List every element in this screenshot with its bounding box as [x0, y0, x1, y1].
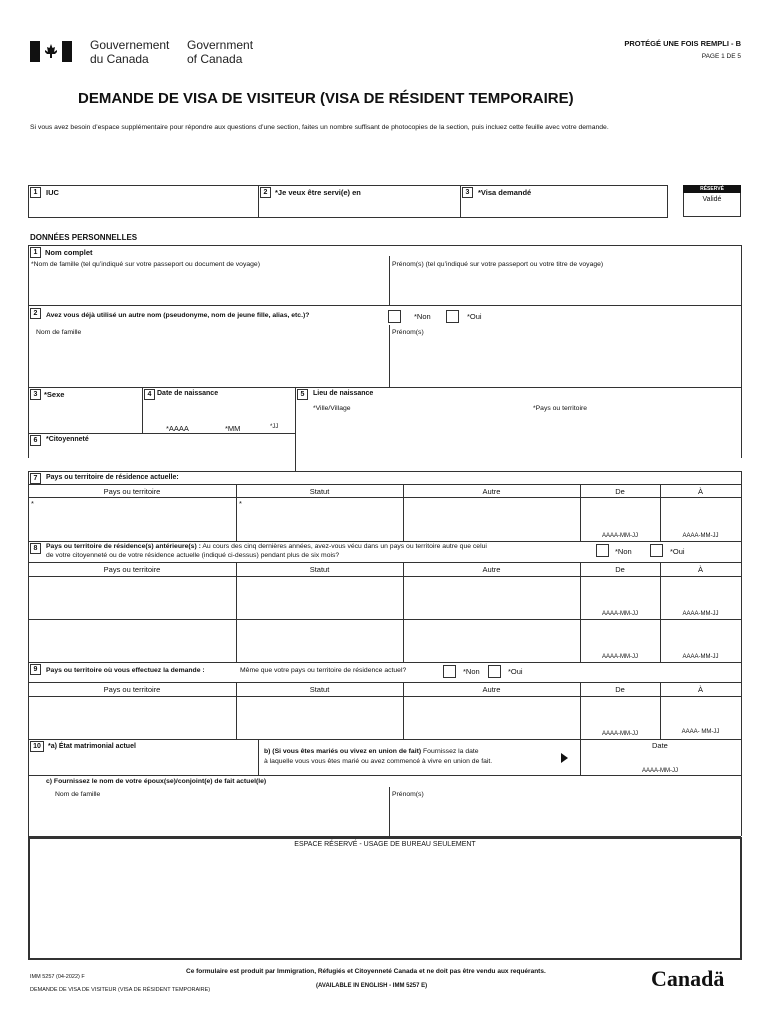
- q8-row2-status-field[interactable]: [239, 622, 403, 661]
- q3-number: 3: [462, 187, 473, 198]
- applying-from-label: Pays ou territoire où vous effectuez la demande :: [46, 667, 205, 674]
- visa-requested-field[interactable]: [464, 200, 666, 216]
- q10-marital-number: 10: [30, 741, 44, 752]
- given-name-field[interactable]: [392, 273, 741, 303]
- other-name-no-checkbox[interactable]: [388, 310, 401, 323]
- q9-to-field[interactable]: [663, 699, 741, 729]
- q7-country-required: *: [31, 499, 34, 508]
- office-use-label: ESPACE RÉSERVÉ - USAGE DE BUREAU SEULEMENT: [294, 841, 476, 848]
- form-id: IMM 5257 (04-2022) F: [30, 974, 85, 980]
- dob-label: Date de naissance: [157, 390, 219, 397]
- applying-from-no-label: *Non: [463, 667, 480, 676]
- spouse-family-name-label: Nom de famille: [55, 791, 101, 798]
- q8-row1-to-field[interactable]: [663, 579, 741, 609]
- q7-col-to: À: [697, 487, 703, 496]
- q8-row1-from-field[interactable]: [583, 579, 661, 609]
- q8-col-to: À: [697, 565, 703, 574]
- q1-number: 1: [30, 187, 41, 198]
- q6-citizenship-number: 6: [30, 435, 41, 446]
- other-family-name-field[interactable]: [31, 342, 387, 384]
- q9-to-format: AAAA- MM-JJ: [681, 729, 720, 735]
- q8-row2-to-field[interactable]: [663, 622, 741, 652]
- other-given-name-label: Prénom(s): [392, 329, 424, 336]
- q9-col-to: À: [697, 685, 703, 694]
- instructions: Si vous avez besoin d’espace supplémentaire pour répondre aux questions d’une section, faites un nombre suffisant de photocopies de la section, puis incluez cette feuille avec votre demande.: [30, 124, 609, 131]
- spouse-name-label: c) Fournissez le nom de votre époux(se)/conjoint(e) de fait actuel(le): [46, 778, 267, 785]
- q9-status-field[interactable]: [239, 699, 403, 738]
- q5-pob-number: 5: [297, 389, 308, 400]
- q7-residence-number: 7: [30, 473, 41, 484]
- q7-other-field[interactable]: [406, 500, 580, 539]
- q9-col-country: Pays ou territoire: [103, 685, 161, 694]
- q2-other-name-number: 2: [30, 308, 41, 319]
- q8-row2-from-field[interactable]: [583, 622, 661, 652]
- q4-dob-number: 4: [144, 389, 155, 400]
- q8-col-from: De: [615, 565, 625, 574]
- q8-row2-other-field[interactable]: [406, 622, 580, 661]
- form-title: DEMANDE DE VISA DE VISITEUR (VISA DE RÉSIDENT TEMPORAIRE): [78, 90, 574, 107]
- sex-field[interactable]: [31, 402, 141, 430]
- q7-status-required: *: [239, 499, 242, 508]
- marriage-date-heading: Date: [652, 741, 668, 750]
- citizenship-label: *Citoyenneté: [46, 436, 89, 443]
- current-residence-label: Pays ou territoire de résidence actuelle:: [46, 474, 179, 481]
- other-name-yes-label: *Oui: [467, 312, 482, 321]
- office-use-box: [28, 837, 742, 960]
- marriage-date-field[interactable]: [583, 752, 741, 768]
- available-english-notice: (AVAILABLE IN ENGLISH - IMM 5257 E): [316, 983, 428, 989]
- given-name-label: Prénom(s) (tel qu’indiqué sur votre passeport ou votre titre de voyage): [392, 261, 604, 268]
- pob-country-label: *Pays ou territoire: [533, 405, 588, 412]
- q9-applying-from-number: 9: [30, 664, 41, 675]
- visa-requested-label: *Visa demandé: [478, 188, 532, 197]
- spouse-family-name-field[interactable]: [31, 803, 387, 835]
- pob-city-field[interactable]: [313, 414, 527, 432]
- previous-residence-yes-checkbox[interactable]: [650, 544, 663, 557]
- q8-previous-residence-number: 8: [30, 543, 41, 554]
- previous-residence-no-label: *Non: [615, 547, 632, 556]
- uci-label: IUC: [46, 188, 59, 197]
- q7-col-country: Pays ou territoire: [103, 487, 161, 496]
- gov-fr-line1: Gouvernement: [90, 38, 170, 52]
- q8-row1-country-field[interactable]: [31, 579, 236, 618]
- previous-residence-question: [46, 543, 487, 550]
- q7-col-from: De: [615, 487, 625, 496]
- q9-country-field[interactable]: [31, 699, 236, 738]
- dob-field[interactable]: [146, 402, 295, 422]
- other-name-no-label: *Non: [414, 312, 431, 321]
- other-given-name-field[interactable]: [392, 342, 741, 384]
- q7-to-format: AAAA-MM-JJ: [682, 533, 719, 539]
- marriage-date-text: Fournissez la date: [421, 748, 479, 755]
- arrow-right-icon: [561, 753, 568, 763]
- marital-status-field[interactable]: [31, 755, 257, 774]
- personal-details-title: DONNÉES PERSONNELLES: [30, 233, 138, 242]
- dob-day-label: *JJ: [270, 424, 279, 430]
- q8-row1-other-field[interactable]: [406, 579, 580, 618]
- q8-col-other: Autre: [482, 565, 501, 574]
- canada-wordmark: Canadä: [651, 966, 725, 991]
- marital-status-label: *a) État matrimonial actuel: [48, 743, 136, 750]
- applying-from-no-checkbox[interactable]: [443, 665, 456, 678]
- q9-other-field[interactable]: [406, 699, 580, 738]
- q8-col-status: Statut: [309, 565, 330, 574]
- q8-row1-to-format: AAAA-MM-JJ: [682, 611, 719, 617]
- spouse-given-name-label: Prénom(s): [392, 791, 424, 798]
- service-language-field[interactable]: [262, 200, 458, 216]
- pob-country-field[interactable]: [533, 414, 741, 432]
- form-name-footer: DEMANDE DE VISA DE VISITEUR (VISA DE RÉSIDENT TEMPORAIRE): [30, 987, 211, 993]
- gov-en-line1: Government: [187, 38, 254, 52]
- protected-label: PROTÉGÉ UNE FOIS REMPLI - B: [624, 39, 741, 48]
- q9-col-status: Statut: [309, 685, 330, 694]
- other-family-name-label: Nom de famille: [36, 329, 82, 336]
- applying-from-yes-checkbox[interactable]: [488, 665, 501, 678]
- previous-residence-yes-label: *Oui: [670, 547, 685, 556]
- dob-month-label: *MM: [225, 424, 241, 433]
- page-number: PAGE 1 DE 5: [701, 53, 741, 60]
- q7-from-field[interactable]: [583, 500, 661, 530]
- q9-from-field[interactable]: [583, 699, 661, 729]
- gov-fr-line2: du Canada: [90, 52, 149, 66]
- q7-col-other: Autre: [482, 487, 501, 496]
- marriage-date-question: [264, 748, 479, 755]
- reserved-header: RÉSERVÉ: [683, 185, 741, 193]
- q7-country-field[interactable]: [36, 507, 236, 539]
- q8-col-country: Pays ou territoire: [103, 565, 161, 574]
- q8-row1-from-format: AAAA-MM-JJ: [602, 611, 638, 617]
- uci-field[interactable]: [31, 200, 257, 216]
- q8-row1-status-field[interactable]: [239, 579, 403, 618]
- marriage-date-format: AAAA-MM-JJ: [642, 768, 678, 774]
- sex-label: *Sexe: [44, 390, 65, 399]
- canada-flag-icon: [30, 41, 72, 62]
- other-name-yes-checkbox[interactable]: [446, 310, 459, 323]
- produced-by-notice: Ce formulaire est produit par Immigration, Réfugiés et Citoyenneté Canada et ne doit pas être vendu aux requérants.: [186, 968, 546, 975]
- gov-en-line2: of Canada: [187, 52, 243, 66]
- previous-residence-text-line2: de votre citoyenneté ou de votre résidence actuelle (indiqué ci-dessus) pendant plus de six mois?: [46, 552, 340, 559]
- family-name-field[interactable]: [31, 273, 387, 303]
- dob-year-label: *AAAA: [166, 424, 189, 433]
- q8-row2-from-format: AAAA-MM-JJ: [602, 654, 638, 660]
- marriage-date-text-line2: à laquelle vous vous êtes marié ou avez commencé à vivre en union de fait.: [264, 758, 493, 765]
- service-language-label: *Je veux être servi(e) en: [275, 188, 361, 197]
- pob-label: Lieu de naissance: [313, 390, 374, 397]
- other-name-label: Avez vous déjà utilisé un autre nom (pseudonyme, nom de jeune fille, alias, etc.)?: [46, 312, 310, 319]
- previous-residence-label: Pays ou territoire de résidence(s) antérieure(s) :: [46, 543, 201, 550]
- q7-col-status: Statut: [309, 487, 330, 496]
- citizenship-field[interactable]: [31, 448, 295, 470]
- q7-to-field[interactable]: [663, 500, 741, 530]
- q9-from-format: AAAA-MM-JJ: [602, 731, 638, 737]
- applying-from-same-question: Même que votre pays ou territoire de résidence actuel?: [240, 667, 407, 674]
- q7-status-field[interactable]: [244, 507, 403, 539]
- family-name-label: *Nom de famille (tel qu’indiqué sur votre passeport ou document de voyage): [31, 261, 260, 268]
- q7-from-format: AAAA-MM-JJ: [602, 533, 638, 539]
- previous-residence-text: Au cours des cinq dernières années, avez-vous vécu dans un pays ou territoire autre que celui: [200, 543, 487, 550]
- q2-number: 2: [260, 187, 271, 198]
- previous-residence-no-checkbox[interactable]: [596, 544, 609, 557]
- q8-row2-country-field[interactable]: [31, 622, 236, 661]
- full-name-label: Nom complet: [45, 248, 93, 257]
- q8-row2-to-format: AAAA-MM-JJ: [682, 654, 719, 660]
- marriage-date-label: b) (Si vous êtes mariés ou vivez en union de fait): [264, 748, 422, 755]
- q1-name-number: 1: [30, 247, 41, 258]
- spouse-given-name-field[interactable]: [392, 803, 741, 835]
- validated-label: Validé: [702, 196, 722, 203]
- q9-col-from: De: [615, 685, 625, 694]
- applying-from-yes-label: *Oui: [508, 667, 523, 676]
- pob-city-label: *Ville/Village: [313, 405, 351, 412]
- q3-sex-number: 3: [30, 389, 41, 400]
- q9-col-other: Autre: [482, 685, 501, 694]
